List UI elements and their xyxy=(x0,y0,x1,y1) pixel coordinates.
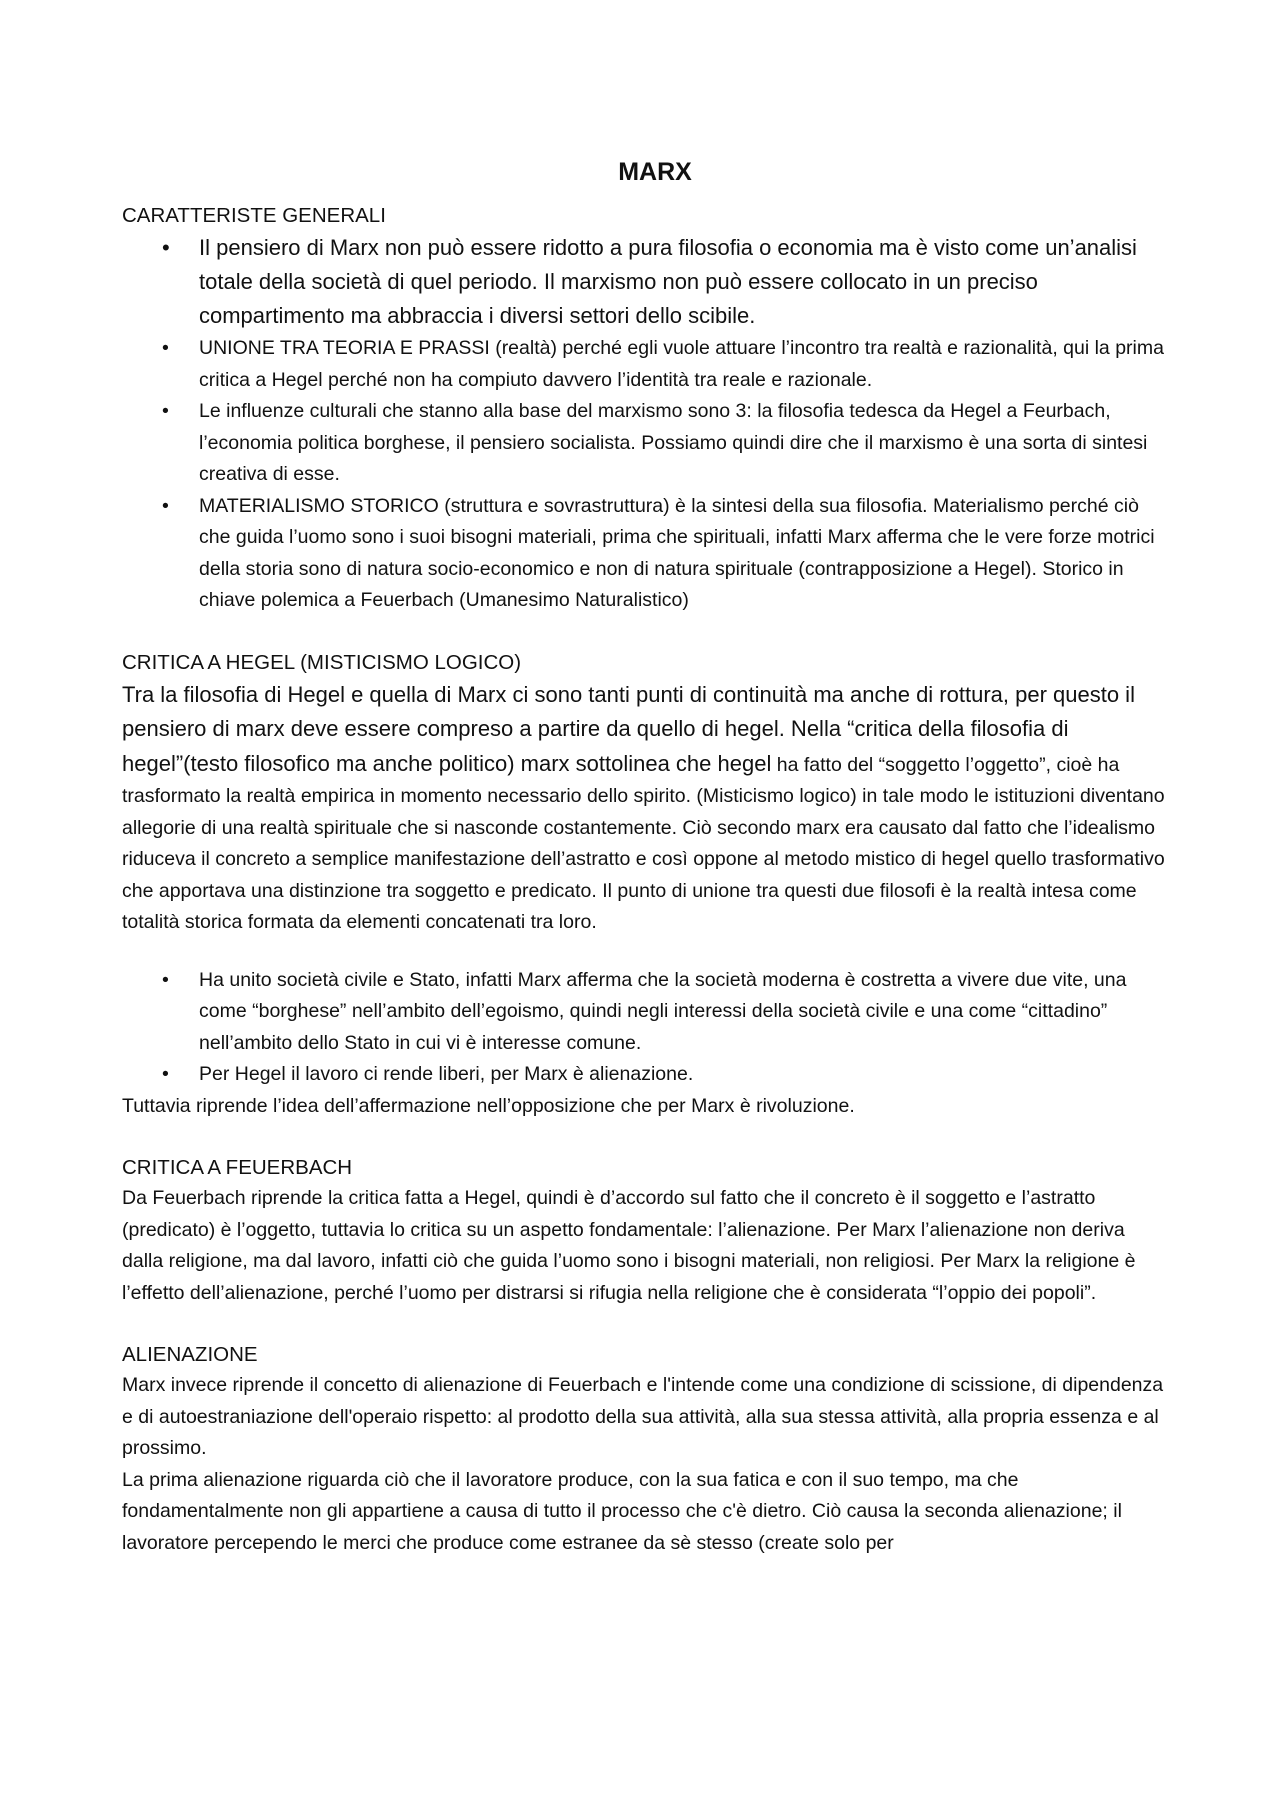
list-item: • Il pensiero di Marx non può essere ridotto a pura filosofia o economia ma è visto come un’analisi totale della società di quel periodo. Il marxismo non può essere collocato in un preciso compartimento ma abbraccia i diversi settori dello scibile. xyxy=(199,231,1168,333)
section-heading-feuerbach: CRITICA A FEUERBACH xyxy=(122,1156,353,1179)
hegel-closing: Tuttavia riprende l’idea dell’affermazione nell’opposizione che per Marx è rivoluzione. xyxy=(122,1094,855,1117)
spacer xyxy=(122,617,1168,648)
list-item: • Le influenze culturali che stanno alla base del marxismo sono 3: la filosofia tedesca da Hegel a Feurbach, l’economia politica borghese, il pensiero socialista. Possiamo quindi dire che il marxismo è una sorta di sintesi creativa di esse. xyxy=(199,396,1168,491)
spacer xyxy=(122,939,1168,965)
section-heading-caratteristiche: CARATTERISTE GENERALI xyxy=(122,204,386,227)
hegel-list xyxy=(122,965,1168,1091)
caratteristiche-list xyxy=(122,231,1168,617)
alienazione-paragraph-1: Marx invece riprende il concetto di alienazione di Feuerbach e l'intende come una condizione di scissione, di dipendenza e di autoestraniazione dell'operaio rispetto: al prodotto della sua attività, alla sua stessa attività, alla propria essenza e al prossimo. xyxy=(122,1374,1164,1459)
hegel-paragraph-lead: Tra la filosofia di Hegel e quella di Marx ci sono tanti punti di continuità ma anche di rottura, per questo il pensiero di marx deve essere compreso a partire da quello di hegel. Nella “critica della filosofia di hegel”(testo filosofico ma anche politico) marx sottolinea che hegel xyxy=(122,681,1135,776)
list-item: • Per Hegel il lavoro ci rende liberi, per Marx è alienazione. xyxy=(199,1059,1168,1091)
document-title: MARX xyxy=(618,158,692,186)
alienazione-paragraph-2: La prima alienazione riguarda ciò che il lavoratore produce, con la sua fatica e con il suo tempo, ma che fondamentalmente non gli appartiene a causa di tutto il processo che c'è dietro. Ciò causa la seconda alienazione; il lavoratore percependo le merci che produce come estranee da sè stesso (create solo per xyxy=(122,1468,1122,1554)
list-item: • MATERIALISMO STORICO (struttura e sovrastruttura) è la sintesi della sua filosofia. Materialismo perché ciò che guida l’uomo sono i suoi bisogni materiali, prima che spirituali, infatti Marx afferma che le vere forze motrici della storia sono di natura socio-economico e non di natura spirituale (contrapposizione a Hegel). Storico in chiave polemica a Feuerbach (Umanesimo Naturalistico) xyxy=(199,491,1168,617)
section-heading-alienazione: ALIENAZIONE xyxy=(122,1343,258,1366)
list-item: • Ha unito società civile e Stato, infatti Marx afferma che la società moderna è costretta a vivere due vite, una come “borghese” nell’ambito dell’egoismo, quindi negli interessi della società civile e una come “cittadino” nell’ambito dello Stato in cui vi è interesse comune. xyxy=(199,965,1168,1060)
section-heading-hegel: CRITICA A HEGEL (MISTICISMO LOGICO) xyxy=(122,650,522,674)
hegel-paragraph-rest: ha fatto del “soggetto l’oggetto”, cioè ha trasformato la realtà empirica in momento necessario dello spirito. (Misticismo logico) in tale modo le istituzioni diventano allegorie di una realtà spirituale che si nasconde costantemente. Ciò secondo marx era causato dal fatto che l’idealismo riduceva il concreto a semplice manifestazione dell’astratto e così oppone al metodo mistico di hegel quello trasformativo che apportava una distinzione tra soggetto e predicato. Il punto di unione tra questi due filosofi è la realtà intesa come totalità storica formata da elementi concatenati tra loro. xyxy=(122,753,1165,933)
hegel-paragraph xyxy=(122,678,1168,939)
spacer xyxy=(122,1309,1168,1340)
spacer xyxy=(122,1122,1168,1153)
list-item: • UNIONE TRA TEORIA E PRASSI (realtà) perché egli vuole attuare l’incontro tra realtà e razionalità, qui la prima critica a Hegel perché non ha compiuto davvero l’identità tra reale e razionale. xyxy=(199,333,1168,396)
feuerbach-paragraph: Da Feuerbach riprende la critica fatta a Hegel, quindi è d’accordo sul fatto che il concreto è il soggetto e l’astratto (predicato) è l’oggetto, tuttavia lo critica su un aspetto fondamentale: l’alienazione. Per Marx l’alienazione non deriva dalla religione, ma dal lavoro, infatti ciò che guida l’uomo sono i bisogni materiali, non religiosi. Per Marx la religione è l’effetto dell’alienazione, perché l’uomo per distrarsi si rifugia nella religione che è considerata “l’oppio dei popoli”. xyxy=(122,1187,1136,1304)
